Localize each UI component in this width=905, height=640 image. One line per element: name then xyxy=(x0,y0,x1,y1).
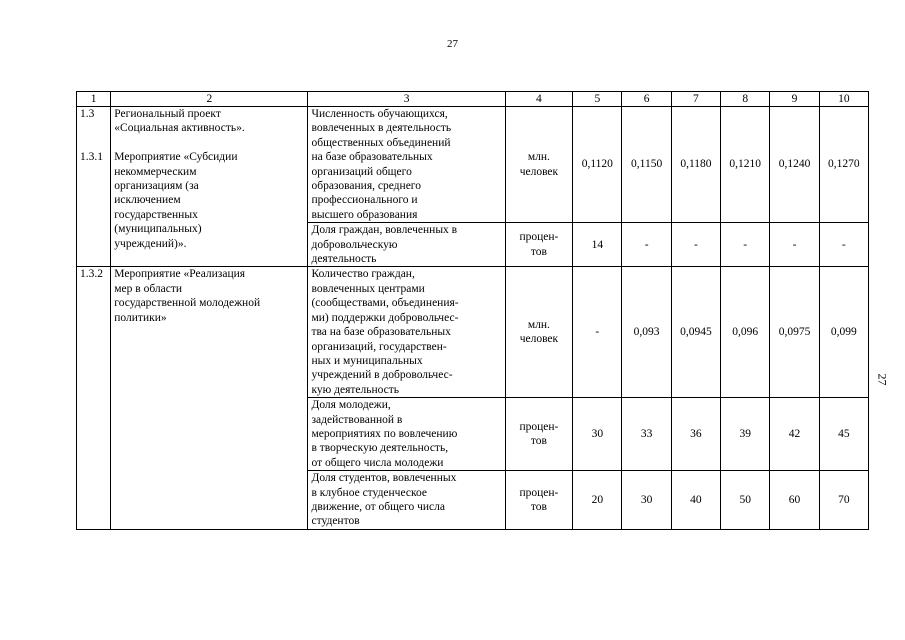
value-cell: - xyxy=(573,267,622,398)
header-cell: 2 xyxy=(111,92,308,107)
project-name: Региональный проект «Социальная активность». xyxy=(114,108,245,135)
value-cell: 39 xyxy=(721,398,770,471)
value-cell: 0,1240 xyxy=(770,107,819,223)
measure-name-1: Мероприятие «Субсидии некоммерческим организациям (за исключением государственных (муниципальных) учреждений)». xyxy=(114,151,238,250)
indicator-cell: Численность обучающихся, вовлеченных в деятельность общественных объединений на базе образовательных организаций общего образования, среднего профессионального и высшего образования xyxy=(308,107,505,223)
unit-cell: процен- тов xyxy=(505,398,573,471)
unit-cell: процен- тов xyxy=(505,223,573,267)
value-cell: 33 xyxy=(622,398,671,471)
page-number-top: 27 xyxy=(447,38,458,50)
page-number-side: 27 xyxy=(875,373,890,386)
value-cell: 0,1120 xyxy=(573,107,622,223)
indicator-cell: Количество граждан, вовлеченных центрами (сообществами, объединения- ми) поддержки добровольчес- тва на базе образовательных организаций, государствен- ных и муниципальных учреждений в добровольчес- кую деятельность xyxy=(308,267,505,398)
name-cell xyxy=(111,267,308,529)
header-cell: 10 xyxy=(819,92,868,107)
value-cell: 0,1150 xyxy=(622,107,671,223)
code-cell xyxy=(77,107,111,267)
measure-name-2: Мероприятие «Реализация мер в области государственной молодежной политики» xyxy=(114,268,261,324)
header-cell: 3 xyxy=(308,92,505,107)
value-cell: 70 xyxy=(819,471,868,530)
value-cell: 50 xyxy=(721,471,770,530)
value-cell: - xyxy=(671,223,720,267)
value-cell: - xyxy=(622,223,671,267)
value-cell: 40 xyxy=(671,471,720,530)
value-cell: 0,1180 xyxy=(671,107,720,223)
value-cell: 0,0945 xyxy=(671,267,720,398)
code-1-3-1: 1.3.1 xyxy=(80,151,103,164)
value-cell: - xyxy=(721,223,770,267)
header-cell: 7 xyxy=(671,92,720,107)
code-1-3: 1.3 xyxy=(80,108,95,120)
unit-cell: млн. человек xyxy=(505,267,573,398)
indicator-cell: Доля студентов, вовлеченных в клубное студенческое движение, от общего числа студентов xyxy=(308,471,505,530)
value-cell: 30 xyxy=(573,398,622,471)
value-cell: 0,1210 xyxy=(721,107,770,223)
value-cell: 20 xyxy=(573,471,622,530)
value-cell: 60 xyxy=(770,471,819,530)
header-cell: 5 xyxy=(573,92,622,107)
value-cell: 0,099 xyxy=(819,267,868,398)
code-1-3-2: 1.3.2 xyxy=(80,268,103,281)
value-cell: 14 xyxy=(573,223,622,267)
table-row xyxy=(77,267,869,398)
value-cell: 36 xyxy=(671,398,720,471)
unit-cell: процен- тов xyxy=(505,471,573,530)
value-cell: 0,093 xyxy=(622,267,671,398)
table-row xyxy=(77,107,869,223)
value-cell: 30 xyxy=(622,471,671,530)
value-cell: 0,0975 xyxy=(770,267,819,398)
header-cell: 8 xyxy=(721,92,770,107)
value-cell: 45 xyxy=(819,398,868,471)
unit-cell: млн. человек xyxy=(505,107,573,223)
indicator-cell: Доля граждан, вовлеченных в добровольческую деятельность xyxy=(308,223,505,267)
header-cell: 4 xyxy=(505,92,573,107)
value-cell: 0,1270 xyxy=(819,107,868,223)
code-cell xyxy=(77,267,111,529)
value-cell: 42 xyxy=(770,398,819,471)
header-cell: 6 xyxy=(622,92,671,107)
value-cell: - xyxy=(819,223,868,267)
name-cell xyxy=(111,107,308,267)
indicator-table xyxy=(76,91,869,530)
header-cell: 1 xyxy=(77,92,111,107)
value-cell: - xyxy=(770,223,819,267)
table-header-row xyxy=(77,92,869,107)
header-cell: 9 xyxy=(770,92,819,107)
value-cell: 0,096 xyxy=(721,267,770,398)
indicator-cell: Доля молодежи, задействованной в мероприятиях по вовлечению в творческую деятельность, от общего числа молодежи xyxy=(308,398,505,471)
